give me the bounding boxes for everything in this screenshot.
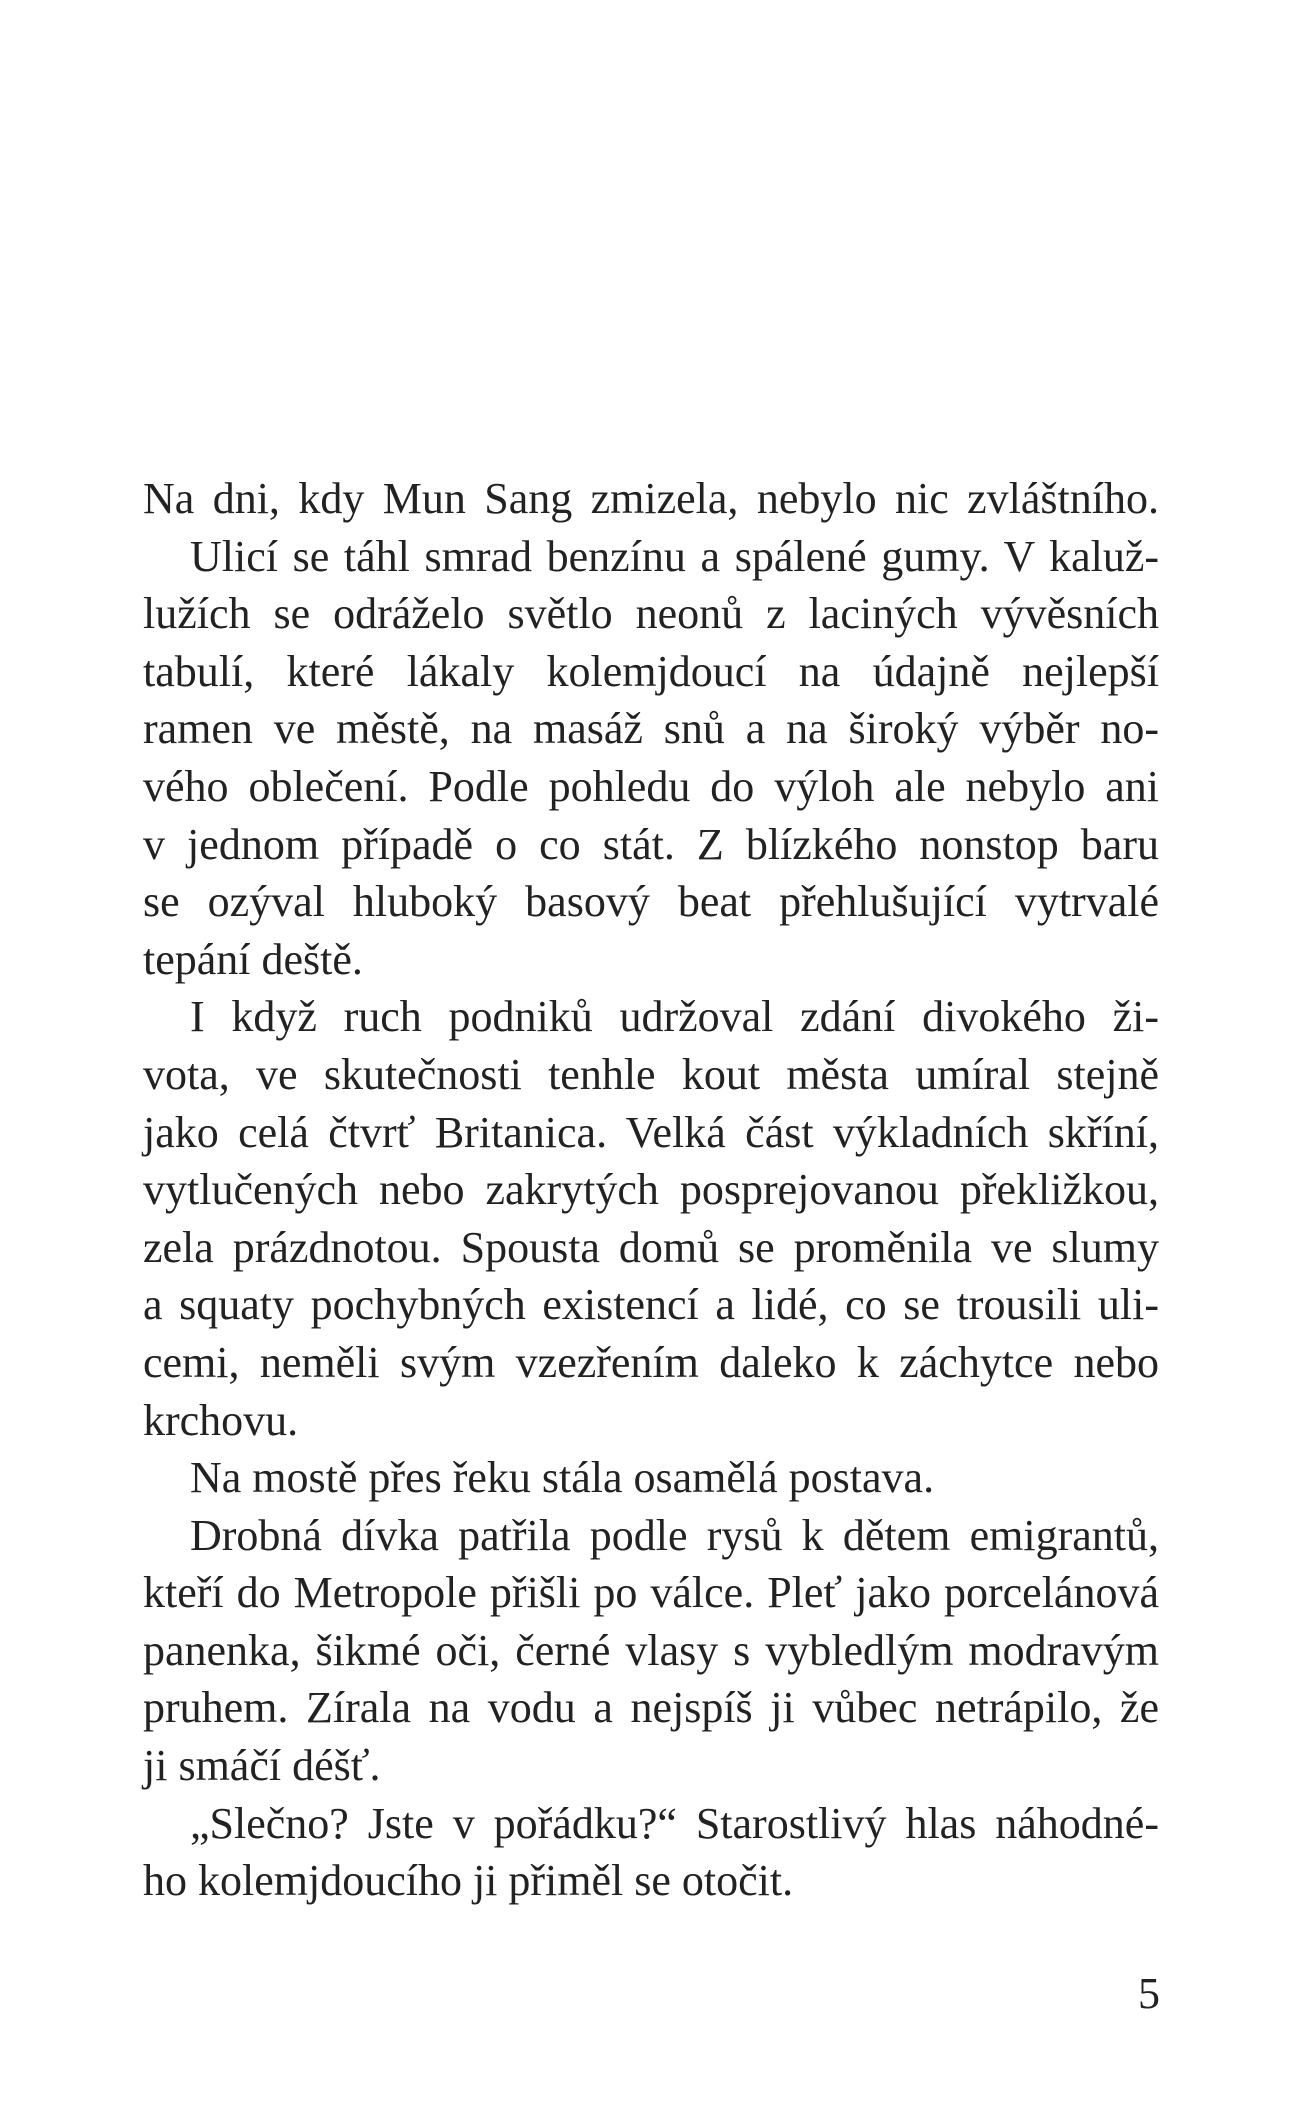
text-line-13: vytlučených nebo zakrytých posprejovanou překližkou, xyxy=(143,1165,1159,1215)
text-line-11: vota, ve skutečnosti tenhle kout města umíral stejně xyxy=(143,1049,1159,1099)
text-line-20: kteří do Metropole přišli po válce. Pleť jako porcelánová xyxy=(143,1568,1159,1618)
text-line-16: cemi, neměli svým vzezřením daleko k záchytce nebo xyxy=(143,1337,1159,1387)
text-line-15: a squaty pochybných existencí a lidé, co se trousili uli- xyxy=(143,1280,1159,1330)
text-line-6: vého oblečení. Podle pohledu do výloh ale nebylo ani xyxy=(143,761,1159,811)
text-line-10: I když ruch podniků udržoval zdání divokého ži- xyxy=(190,992,1159,1042)
text-line-1: Na dni, kdy Mun Sang zmizela, nebylo nic zvláštního. xyxy=(143,474,1159,523)
text-line-8: se ozýval hluboký basový beat přehlušující vytrvalé xyxy=(143,877,1159,927)
text-line-24: „Slečno? Jste v pořádku?“ Starostlivý hlas náhodné- xyxy=(190,1798,1159,1848)
text-line-22: pruhem. Zírala na vodu a nejspíš ji vůbec netrápilo, že xyxy=(143,1683,1159,1733)
text-line-7: v jednom případě o co stát. Z blízkého nonstop baru xyxy=(143,819,1159,869)
text-line-23: ji smáčí déšť. xyxy=(143,1741,381,1791)
text-line-25: ho kolemjdoucího ji přiměl se otočit. xyxy=(143,1856,794,1906)
text-line-14: zela prázdnotou. Spousta domů se proměnila ve slumy xyxy=(143,1222,1159,1272)
text-line-21: panenka, šikmé oči, černé vlasy s vybledlým modravým xyxy=(143,1625,1159,1675)
page-number: 5 xyxy=(1138,1969,1160,2018)
text-line-12: jako celá čtvrť Britanica. Velká část výkladních skříní, xyxy=(143,1107,1159,1157)
body-text xyxy=(143,470,1159,1910)
text-line-3: lužích se odráželo světlo neonů z laciných vývěsních xyxy=(143,589,1159,639)
text-line-17: krchovu. xyxy=(143,1395,299,1445)
text-line-5: ramen ve městě, na masáž snů a na široký výběr no- xyxy=(143,704,1159,754)
text-line-19: Drobná dívka patřila podle rysů k dětem emigrantů, xyxy=(190,1510,1159,1560)
text-line-9: tepání deště. xyxy=(143,934,363,984)
text-line-18: Na mostě přes řeku stála osamělá postava. xyxy=(190,1453,935,1503)
text-line-2: Ulicí se táhl smrad benzínu a spálené gumy. V kaluž- xyxy=(190,531,1159,581)
text-line-4: tabulí, které lákaly kolemjdoucí na údajně nejlepší xyxy=(143,646,1159,696)
